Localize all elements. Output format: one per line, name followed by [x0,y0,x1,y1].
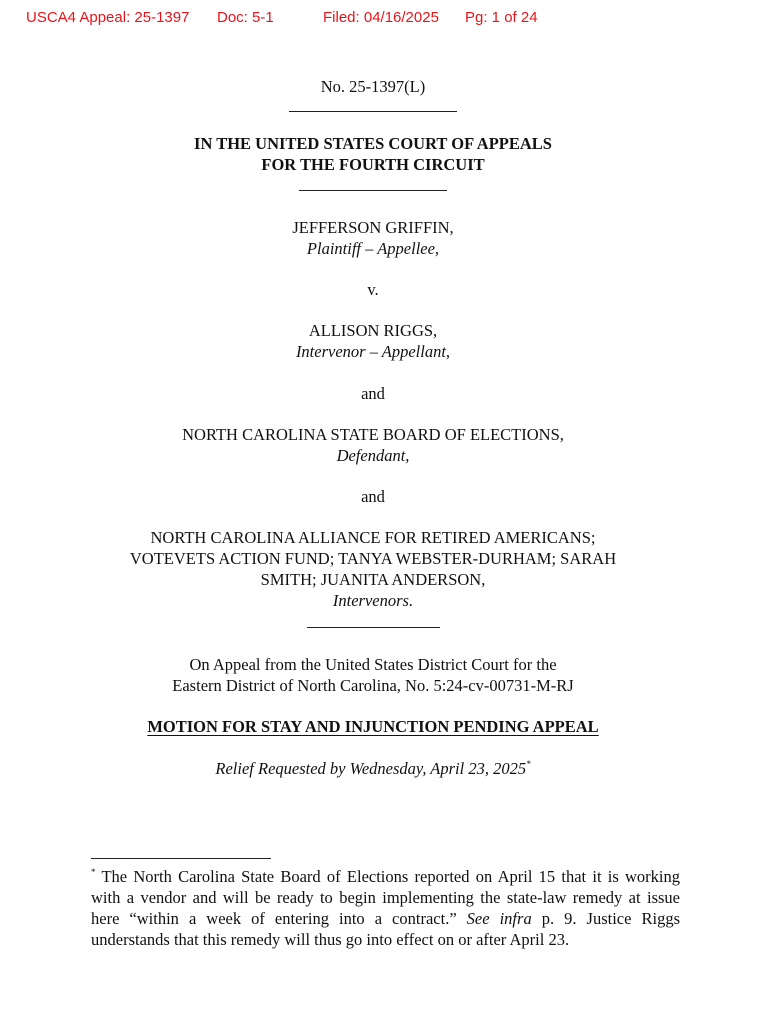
case-number: No. 25-1397(L) [320,77,426,96]
party-intervenors-line3: SMITH; JUANITA ANDERSON, [260,570,486,589]
motion-title: MOTION FOR STAY AND INJUNCTION PENDING APPEAL [147,717,599,736]
footnote-line: with a vendor and will be ready to begin implementing the state-law remedy at issue [91,888,680,907]
party-intervenors-line1: NORTH CAROLINA ALLIANCE FOR RETIRED AMERICANS; [150,528,596,547]
footnote-line [91,866,680,887]
divider-rule [299,190,447,191]
footnote-text: p. 9. Justice Riggs [541,909,680,928]
party-defendant-role: Defendant, [336,446,410,465]
footnote-line: understands that this remedy will thus go into effect on or after April 23. [91,930,570,949]
party-intervenors-role: Intervenors. [332,591,414,610]
court-name-line1: IN THE UNITED STATES COURT OF APPEALS [194,134,552,153]
court-name-line2: FOR THE FOURTH CIRCUIT [261,155,485,174]
header-appeal-number: USCA4 Appeal: 25-1397 [26,9,190,26]
party-appellee-name: JEFFERSON GRIFFIN, [292,218,454,237]
versus: v. [367,280,379,299]
filing-header [0,9,770,29]
footnote-text: The North Carolina State Board of Elections reported on April 15 that it is working [101,867,680,886]
appeal-origin-line1: On Appeal from the United States District Court for the [189,655,557,674]
conjunction-and: and [361,487,385,506]
footnote-marker: * [91,867,96,877]
header-filed-date: Filed: 04/16/2025 [323,9,439,26]
footnote-line [91,908,680,929]
header-page-count: Pg: 1 of 24 [465,9,538,26]
footnote [91,866,680,950]
divider-rule [307,627,440,628]
footnote-separator [91,858,271,859]
relief-requested [0,758,746,779]
party-intervenors-line2: VOTEVETS ACTION FUND; TANYA WEBSTER-DURHAM; SARAH [129,549,617,568]
appeal-origin-line2: Eastern District of North Carolina, No. 5:24-cv-00731-M-RJ [172,676,574,695]
conjunction-and: and [361,384,385,403]
party-appellant-name: ALLISON RIGGS, [308,321,438,340]
divider-rule [289,111,457,112]
footnote-citation-signal: See infra [466,909,532,928]
relief-requested-text: Relief Requested by Wednesday, April 23, 2025 [215,759,527,778]
party-appellee-role: Plaintiff – Appellee, [306,239,440,258]
party-appellant-role: Intervenor – Appellant, [295,342,451,361]
footnote-text: here “within a week of entering into a contract.” [91,909,457,928]
party-defendant-name: NORTH CAROLINA STATE BOARD OF ELECTIONS, [182,425,564,444]
header-doc-number: Doc: 5-1 [217,9,274,26]
footnote-reference: * [526,759,531,769]
